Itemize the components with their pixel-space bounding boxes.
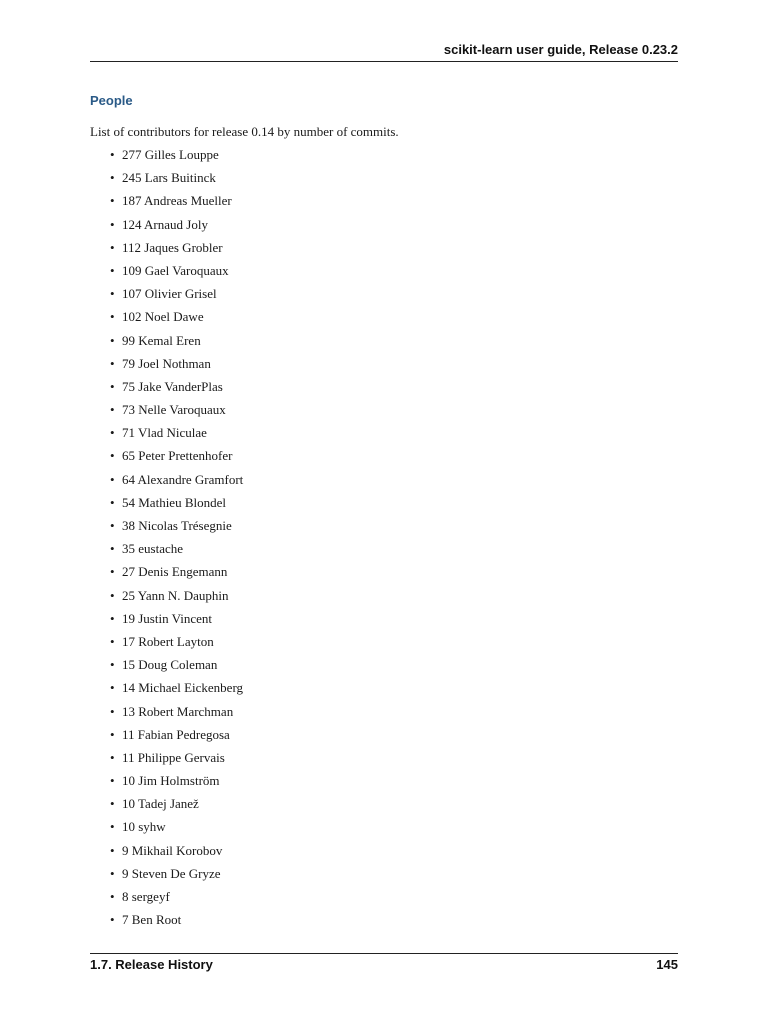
- contributor-entry: 8 sergeyf: [122, 889, 170, 904]
- contributor-entry: 19 Justin Vincent: [122, 610, 212, 626]
- bullet-icon: •: [110, 657, 115, 673]
- list-item: [110, 193, 243, 216]
- contributor-entry: 65 Peter Prettenhofer: [122, 448, 233, 464]
- list-item: [110, 611, 243, 634]
- list-item: [110, 912, 243, 935]
- bullet-icon: •: [110, 402, 115, 418]
- contributor-entry: 277 Gilles Louppe: [122, 147, 219, 162]
- bullet-icon: •: [110, 610, 115, 626]
- list-item: [110, 796, 243, 819]
- contributor-entry: 99 Kemal Eren: [122, 332, 201, 348]
- list-item: [110, 773, 243, 796]
- running-header: scikit-learn user guide, Release 0.23.2: [443, 42, 678, 57]
- contributor-entry: 64 Alexandre Gramfort: [122, 471, 244, 487]
- contributor-entry: 54 Mathieu Blondel: [122, 494, 226, 510]
- list-item: [110, 680, 243, 703]
- bullet-icon: •: [110, 773, 115, 789]
- contributor-entry: 9 Steven De Gryze: [122, 865, 221, 881]
- contributor-entry: 7 Ben Root: [122, 912, 182, 928]
- section-heading-people: People: [90, 93, 133, 108]
- bullet-icon: •: [110, 518, 115, 533]
- bullet-icon: •: [110, 842, 115, 858]
- list-item: [110, 147, 243, 170]
- bullet-icon: •: [110, 193, 115, 209]
- bullet-icon: •: [110, 147, 115, 162]
- contributor-entry: 11 Fabian Pedregosa: [122, 726, 230, 742]
- contributor-entry: 75 Jake VanderPlas: [122, 378, 223, 394]
- header-rule: [90, 61, 678, 62]
- contributor-entry: 102 Noel Dawe: [122, 309, 204, 325]
- list-item: [110, 564, 243, 587]
- list-item: [110, 518, 243, 541]
- bullet-icon: •: [110, 239, 115, 255]
- list-item: [110, 657, 243, 680]
- contributor-entry: 13 Robert Marchman: [122, 703, 234, 719]
- bullet-icon: •: [110, 471, 115, 487]
- contributor-entry: 245 Lars Buitinck: [122, 170, 216, 186]
- bullet-icon: •: [110, 680, 115, 696]
- bullet-icon: •: [110, 216, 115, 232]
- bullet-icon: •: [110, 541, 115, 557]
- list-item: [110, 727, 243, 750]
- list-item: [110, 309, 243, 332]
- contributor-entry: 124 Arnaud Joly: [122, 216, 208, 232]
- list-item: [110, 843, 243, 866]
- list-item: [110, 819, 243, 842]
- contributor-entry: 11 Philippe Gervais: [122, 749, 225, 765]
- list-item: [110, 866, 243, 889]
- list-item: [110, 425, 243, 448]
- bullet-icon: •: [110, 912, 115, 928]
- bullet-icon: •: [110, 378, 115, 394]
- contributor-entry: 15 Doug Coleman: [122, 657, 218, 673]
- list-item: [110, 170, 243, 193]
- contributor-entry: 10 Tadej Janež: [122, 796, 199, 812]
- list-item: [110, 541, 243, 564]
- contributor-entry: 79 Joel Nothman: [122, 355, 211, 371]
- bullet-icon: •: [110, 494, 115, 510]
- bullet-icon: •: [110, 262, 115, 278]
- contributor-entry: 107 Olivier Grisel: [122, 286, 217, 302]
- list-item: [110, 495, 243, 518]
- list-item: [110, 286, 243, 309]
- contributor-entry: 187 Andreas Mueller: [122, 193, 232, 209]
- contributor-entry: 27 Denis Engemann: [122, 564, 228, 580]
- list-item: [110, 704, 243, 727]
- bullet-icon: •: [110, 633, 115, 649]
- contributor-entry: 35 eustache: [122, 541, 184, 557]
- list-item: [110, 356, 243, 379]
- contributor-entry: 38 Nicolas Trésegnie: [122, 518, 232, 533]
- footer-section-title: 1.7. Release History: [90, 957, 213, 972]
- contributor-entry: 9 Mikhail Korobov: [122, 842, 223, 858]
- contributor-entry: 14 Michael Eickenberg: [122, 680, 244, 696]
- bullet-icon: •: [110, 749, 115, 765]
- contributor-entry: 10 Jim Holmström: [122, 773, 220, 789]
- intro-paragraph: List of contributors for release 0.14 by number of commits.: [90, 124, 399, 139]
- contributor-list: [110, 147, 243, 935]
- list-item: [110, 240, 243, 263]
- bullet-icon: •: [110, 332, 115, 348]
- list-item: [110, 217, 243, 240]
- bullet-icon: •: [110, 796, 115, 812]
- list-item: [110, 588, 243, 611]
- contributor-entry: 71 Vlad Niculae: [122, 425, 207, 441]
- bullet-icon: •: [110, 726, 115, 742]
- bullet-icon: •: [110, 355, 115, 371]
- bullet-icon: •: [110, 448, 115, 464]
- bullet-icon: •: [110, 425, 115, 441]
- list-item: [110, 333, 243, 356]
- bullet-icon: •: [110, 309, 115, 325]
- bullet-icon: •: [110, 819, 115, 835]
- list-item: [110, 448, 243, 471]
- contributor-entry: 10 syhw: [122, 819, 166, 835]
- page-number: 145: [656, 957, 678, 972]
- bullet-icon: •: [110, 703, 115, 719]
- contributor-entry: 25 Yann N. Dauphin: [122, 587, 229, 603]
- list-item: [110, 750, 243, 773]
- list-item: [110, 379, 243, 402]
- bullet-icon: •: [110, 587, 115, 603]
- footer-rule: [90, 953, 678, 954]
- bullet-icon: •: [110, 889, 115, 904]
- list-item: [110, 889, 243, 912]
- contributor-entry: 109 Gael Varoquaux: [122, 262, 229, 278]
- bullet-icon: •: [110, 170, 115, 186]
- bullet-icon: •: [110, 286, 115, 302]
- list-item: [110, 472, 243, 495]
- list-item: [110, 263, 243, 286]
- list-item: [110, 402, 243, 425]
- contributor-entry: 73 Nelle Varoquaux: [122, 402, 226, 418]
- bullet-icon: •: [110, 865, 115, 881]
- bullet-icon: •: [110, 564, 115, 580]
- contributor-entry: 17 Robert Layton: [122, 633, 214, 649]
- contributor-entry: 112 Jaques Grobler: [122, 239, 223, 255]
- list-item: [110, 634, 243, 657]
